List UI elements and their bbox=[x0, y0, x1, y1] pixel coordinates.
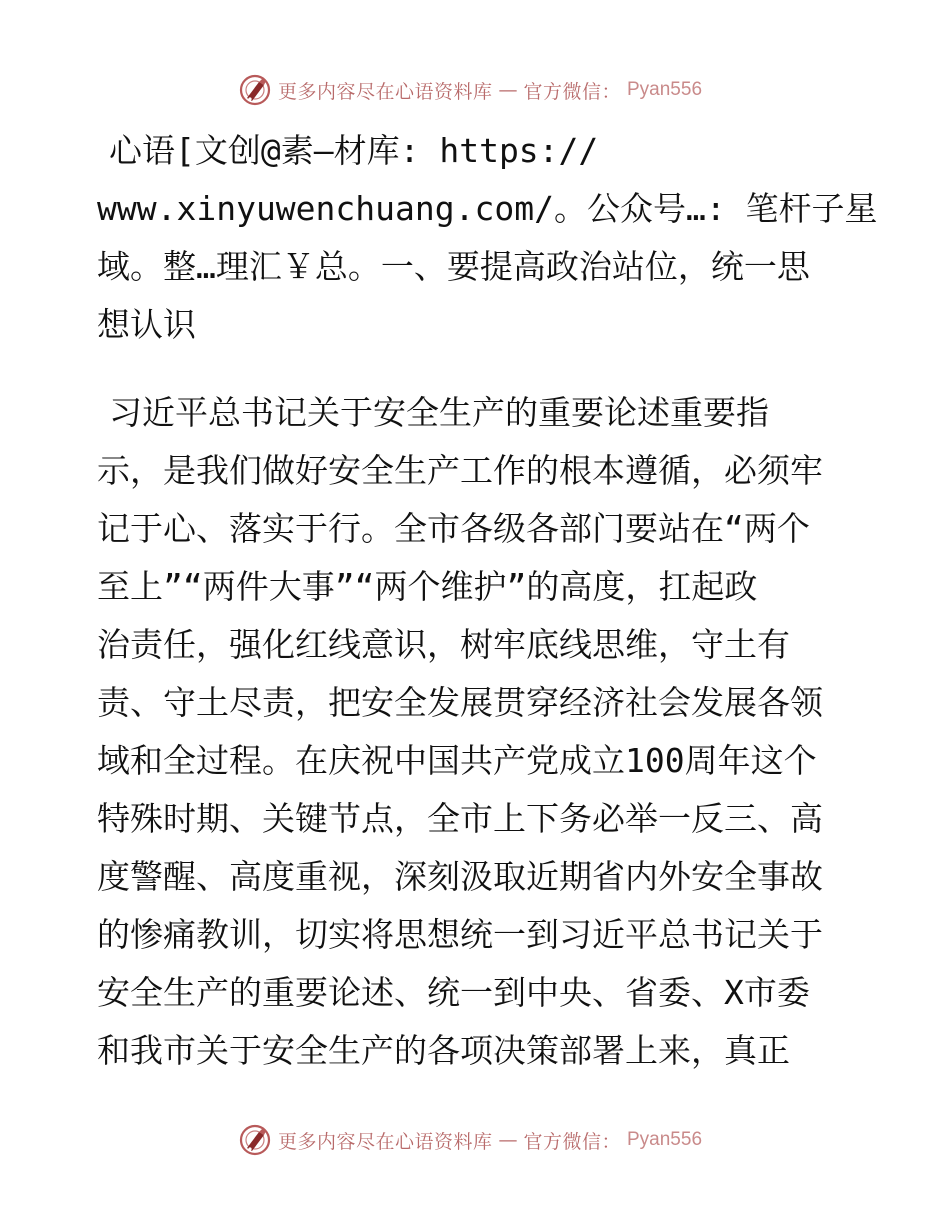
paragraph-1 bbox=[97, 122, 878, 354]
paragraph-line: 度警醒、高度重视，深刻汲取近期省内外安全事故 bbox=[97, 857, 823, 896]
footer-banner-content bbox=[238, 1123, 702, 1157]
footer-banner-text: 更多内容尽在心语资料库 bbox=[277, 1130, 493, 1153]
footer-wechat-id: Pyan556 bbox=[627, 1129, 703, 1150]
paragraph-line: 习近平总书记关于安全生产的重要论述重要指 bbox=[109, 393, 769, 432]
paragraph-line: 记于心、落实于行。全市各级各部门要站在“两个 bbox=[97, 509, 810, 548]
header-banner-dash: — bbox=[498, 79, 518, 101]
paragraph-line: 域和全过程。在庆祝中国共产党成立100周年这个 bbox=[97, 741, 817, 780]
paragraph-line: 想认识 bbox=[97, 305, 196, 344]
paragraph-line: 特殊时期、关键节点，全市上下务必举一反三、高 bbox=[97, 799, 823, 838]
paragraph-line: 示，是我们做好安全生产工作的根本遵循，必须牢 bbox=[97, 451, 823, 490]
paragraph-line: www.xinyuwenchuang.com/。公众号…: 笔杆子星 bbox=[97, 189, 878, 228]
footer-banner-dash: — bbox=[498, 1129, 518, 1151]
paragraph-line: 的惨痛教训，切实将思想统一到习近平总书记关于 bbox=[97, 915, 823, 954]
footer-banner bbox=[0, 1120, 950, 1160]
header-banner-label: 官方微信： bbox=[523, 80, 621, 103]
paragraph-line: 责、守土尽责，把安全发展贯穿经济社会发展各领 bbox=[97, 683, 823, 722]
footer-banner-label: 官方微信： bbox=[523, 1130, 621, 1153]
paragraph-line: 域。整…理汇￥总。一、要提高政治站位，统一思 bbox=[97, 247, 810, 286]
document-body bbox=[97, 122, 878, 1080]
header-banner bbox=[0, 70, 950, 110]
pen-nib-logo-icon bbox=[238, 1123, 272, 1157]
paragraph-line: 和我市关于安全生产的各项决策部署上来，真正 bbox=[97, 1031, 790, 1070]
pen-nib-logo-icon bbox=[238, 73, 272, 107]
paragraph-2 bbox=[97, 384, 857, 1080]
header-wechat-id: Pyan556 bbox=[627, 79, 703, 100]
paragraph-line: 心语[文创@素—材库: https:// bbox=[109, 131, 599, 170]
paragraph-line: 至上”“两件大事”“两个维护”的高度，扛起政 bbox=[97, 567, 758, 606]
header-banner-content bbox=[238, 73, 702, 107]
header-banner-text: 更多内容尽在心语资料库 bbox=[277, 80, 493, 103]
paragraph-line: 安全生产的重要论述、统一到中央、省委、X市委 bbox=[97, 973, 810, 1012]
paragraph-line: 治责任，强化红线意识，树牢底线思维，守土有 bbox=[97, 625, 790, 664]
